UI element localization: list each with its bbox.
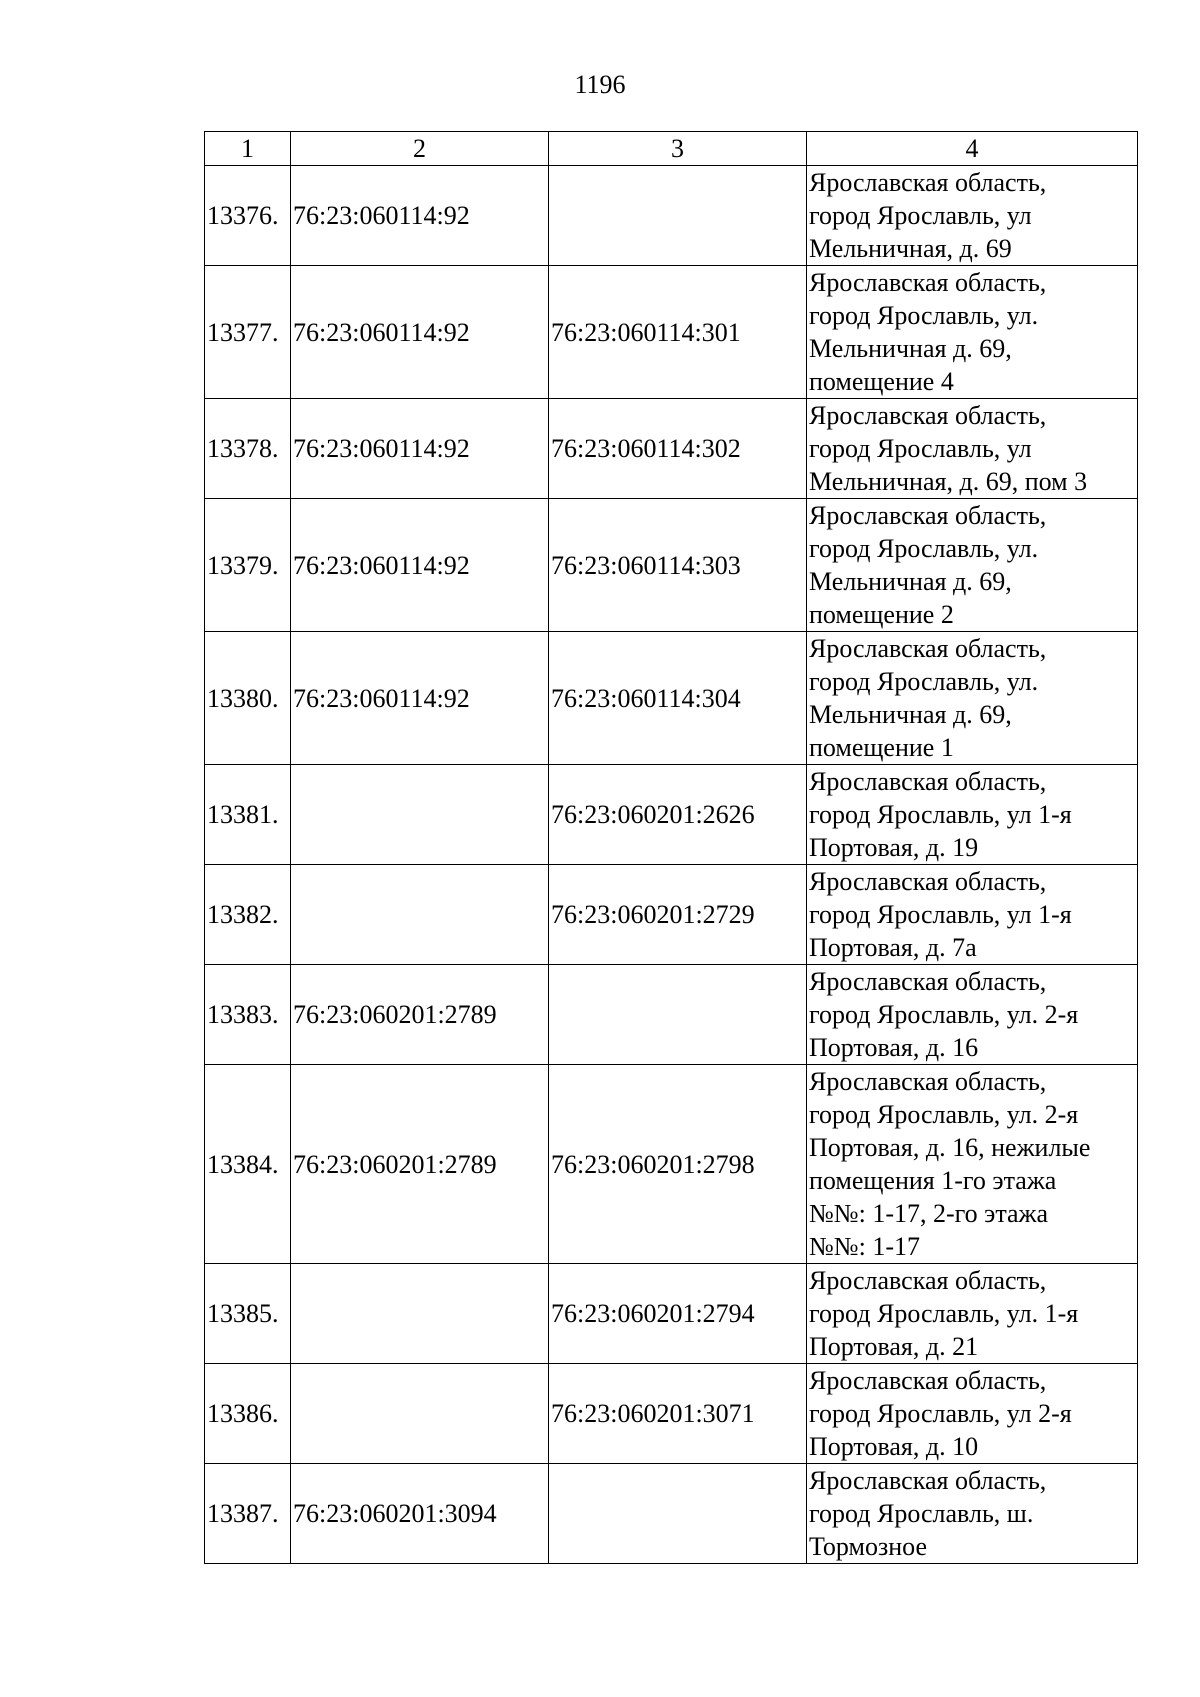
object-cadastral-cell: 76:23:060201:2626 bbox=[549, 765, 807, 865]
table-row bbox=[205, 499, 1138, 632]
address-cell bbox=[807, 865, 1138, 965]
parcel-cadastral-cell: 76:23:060114:92 bbox=[291, 399, 549, 499]
parcel-cadastral-cell: 76:23:060201:2789 bbox=[291, 965, 549, 1065]
address-line: №№: 1-17, 2-го этажа bbox=[809, 1199, 1049, 1228]
address-cell bbox=[807, 765, 1138, 865]
parcel-cadastral-cell bbox=[291, 865, 549, 965]
table-row bbox=[205, 865, 1138, 965]
address-line: Ярославская область, bbox=[809, 501, 1047, 530]
address-line: Ярославская область, bbox=[809, 1466, 1047, 1495]
address-line: город Ярославль, ул. bbox=[809, 301, 1039, 330]
address-cell bbox=[807, 1364, 1138, 1464]
object-cadastral-cell: 76:23:060201:2794 bbox=[549, 1264, 807, 1364]
address-line: №№: 1-17 bbox=[809, 1232, 920, 1261]
table-row bbox=[205, 1264, 1138, 1364]
parcel-cadastral-cell bbox=[291, 1364, 549, 1464]
parcel-cadastral-cell bbox=[291, 765, 549, 865]
page-number: 1196 bbox=[574, 70, 626, 99]
address-line: город Ярославль, ул bbox=[809, 201, 1032, 230]
object-cadastral-cell: 76:23:060114:302 bbox=[549, 399, 807, 499]
parcel-cadastral-cell: 76:23:060201:3094 bbox=[291, 1464, 549, 1564]
row-number-cell: 13376. bbox=[205, 166, 291, 266]
address-line: город Ярославль, ул 2-я bbox=[809, 1399, 1072, 1428]
address-line: Портовая, д. 10 bbox=[809, 1432, 979, 1461]
row-number-cell: 13382. bbox=[205, 865, 291, 965]
address-cell bbox=[807, 1065, 1138, 1264]
address-line: город Ярославль, ул. bbox=[809, 534, 1039, 563]
address-cell bbox=[807, 499, 1138, 632]
address-line: город Ярославль, ш. bbox=[809, 1499, 1034, 1528]
address-line: Ярославская область, bbox=[809, 168, 1047, 197]
address-cell bbox=[807, 965, 1138, 1065]
address-line: Ярославская область, bbox=[809, 634, 1047, 663]
object-cadastral-cell: 76:23:060201:2729 bbox=[549, 865, 807, 965]
address-line: город Ярославль, ул. 2-я bbox=[809, 1100, 1079, 1129]
address-line: Ярославская область, bbox=[809, 767, 1047, 796]
address-line: Портовая, д. 7а bbox=[809, 933, 977, 962]
header-col-2: 2 bbox=[291, 132, 549, 166]
parcel-cadastral-cell: 76:23:060114:92 bbox=[291, 166, 549, 266]
object-cadastral-cell: 76:23:060114:304 bbox=[549, 632, 807, 765]
address-cell bbox=[807, 399, 1138, 499]
object-cadastral-cell bbox=[549, 166, 807, 266]
table-header-row bbox=[205, 132, 1138, 166]
address-line: город Ярославль, ул. 2-я bbox=[809, 1000, 1079, 1029]
address-line: город Ярославль, ул. bbox=[809, 667, 1039, 696]
row-number-cell: 13379. bbox=[205, 499, 291, 632]
address-line: Портовая, д. 16, нежилые bbox=[809, 1133, 1091, 1162]
address-line: город Ярославль, ул. 1-я bbox=[809, 1299, 1079, 1328]
row-number-cell: 13378. bbox=[205, 399, 291, 499]
address-line: Мельничная, д. 69 bbox=[809, 234, 1012, 263]
table-row bbox=[205, 166, 1138, 266]
row-number-cell: 13387. bbox=[205, 1464, 291, 1564]
address-line: Портовая, д. 16 bbox=[809, 1033, 979, 1062]
row-number-cell: 13385. bbox=[205, 1264, 291, 1364]
address-line: Мельничная, д. 69, пом 3 bbox=[809, 467, 1088, 496]
address-line: помещение 1 bbox=[809, 733, 954, 762]
address-line: Портовая, д. 19 bbox=[809, 833, 979, 862]
registry-table bbox=[204, 131, 1138, 1564]
row-number-cell: 13377. bbox=[205, 266, 291, 399]
table-row bbox=[205, 1464, 1138, 1564]
header-col-1: 1 bbox=[205, 132, 291, 166]
address-line: Ярославская область, bbox=[809, 1366, 1047, 1395]
address-line: помещения 1-го этажа bbox=[809, 1166, 1057, 1195]
header-col-4: 4 bbox=[807, 132, 1138, 166]
object-cadastral-cell bbox=[549, 1464, 807, 1564]
row-number-cell: 13380. bbox=[205, 632, 291, 765]
address-line: Ярославская область, bbox=[809, 401, 1047, 430]
parcel-cadastral-cell bbox=[291, 1264, 549, 1364]
address-line: Мельничная д. 69, bbox=[809, 700, 1012, 729]
address-cell bbox=[807, 1464, 1138, 1564]
table-row bbox=[205, 266, 1138, 399]
object-cadastral-cell: 76:23:060114:303 bbox=[549, 499, 807, 632]
address-line: Мельничная д. 69, bbox=[809, 567, 1012, 596]
address-line: Ярославская область, bbox=[809, 967, 1047, 996]
row-number-cell: 13381. bbox=[205, 765, 291, 865]
address-line: город Ярославль, ул bbox=[809, 434, 1032, 463]
address-line: Портовая, д. 21 bbox=[809, 1332, 979, 1361]
address-cell bbox=[807, 1264, 1138, 1364]
address-line: город Ярославль, ул 1-я bbox=[809, 800, 1072, 829]
parcel-cadastral-cell: 76:23:060201:2789 bbox=[291, 1065, 549, 1264]
parcel-cadastral-cell: 76:23:060114:92 bbox=[291, 632, 549, 765]
header-col-3: 3 bbox=[549, 132, 807, 166]
address-line: Ярославская область, bbox=[809, 867, 1047, 896]
address-cell bbox=[807, 266, 1138, 399]
address-line: Ярославская область, bbox=[809, 1266, 1047, 1295]
row-number-cell: 13384. bbox=[205, 1065, 291, 1264]
row-number-cell: 13386. bbox=[205, 1364, 291, 1464]
table-row bbox=[205, 399, 1138, 499]
table-row bbox=[205, 1364, 1138, 1464]
address-line: помещение 2 bbox=[809, 600, 954, 629]
table-row bbox=[205, 765, 1138, 865]
table-row bbox=[205, 1065, 1138, 1264]
address-cell bbox=[807, 632, 1138, 765]
object-cadastral-cell bbox=[549, 965, 807, 1065]
address-line: город Ярославль, ул 1-я bbox=[809, 900, 1072, 929]
address-cell bbox=[807, 166, 1138, 266]
address-line: помещение 4 bbox=[809, 367, 954, 396]
address-line: Мельничная д. 69, bbox=[809, 334, 1012, 363]
table-body bbox=[205, 166, 1138, 1564]
address-line: Ярославская область, bbox=[809, 268, 1047, 297]
parcel-cadastral-cell: 76:23:060114:92 bbox=[291, 266, 549, 399]
object-cadastral-cell: 76:23:060201:3071 bbox=[549, 1364, 807, 1464]
address-line: Тормозное bbox=[809, 1532, 928, 1561]
row-number-cell: 13383. bbox=[205, 965, 291, 1065]
table-row bbox=[205, 632, 1138, 765]
address-line: Ярославская область, bbox=[809, 1067, 1047, 1096]
parcel-cadastral-cell: 76:23:060114:92 bbox=[291, 499, 549, 632]
object-cadastral-cell: 76:23:060114:301 bbox=[549, 266, 807, 399]
object-cadastral-cell: 76:23:060201:2798 bbox=[549, 1065, 807, 1264]
table-row bbox=[205, 965, 1138, 1065]
